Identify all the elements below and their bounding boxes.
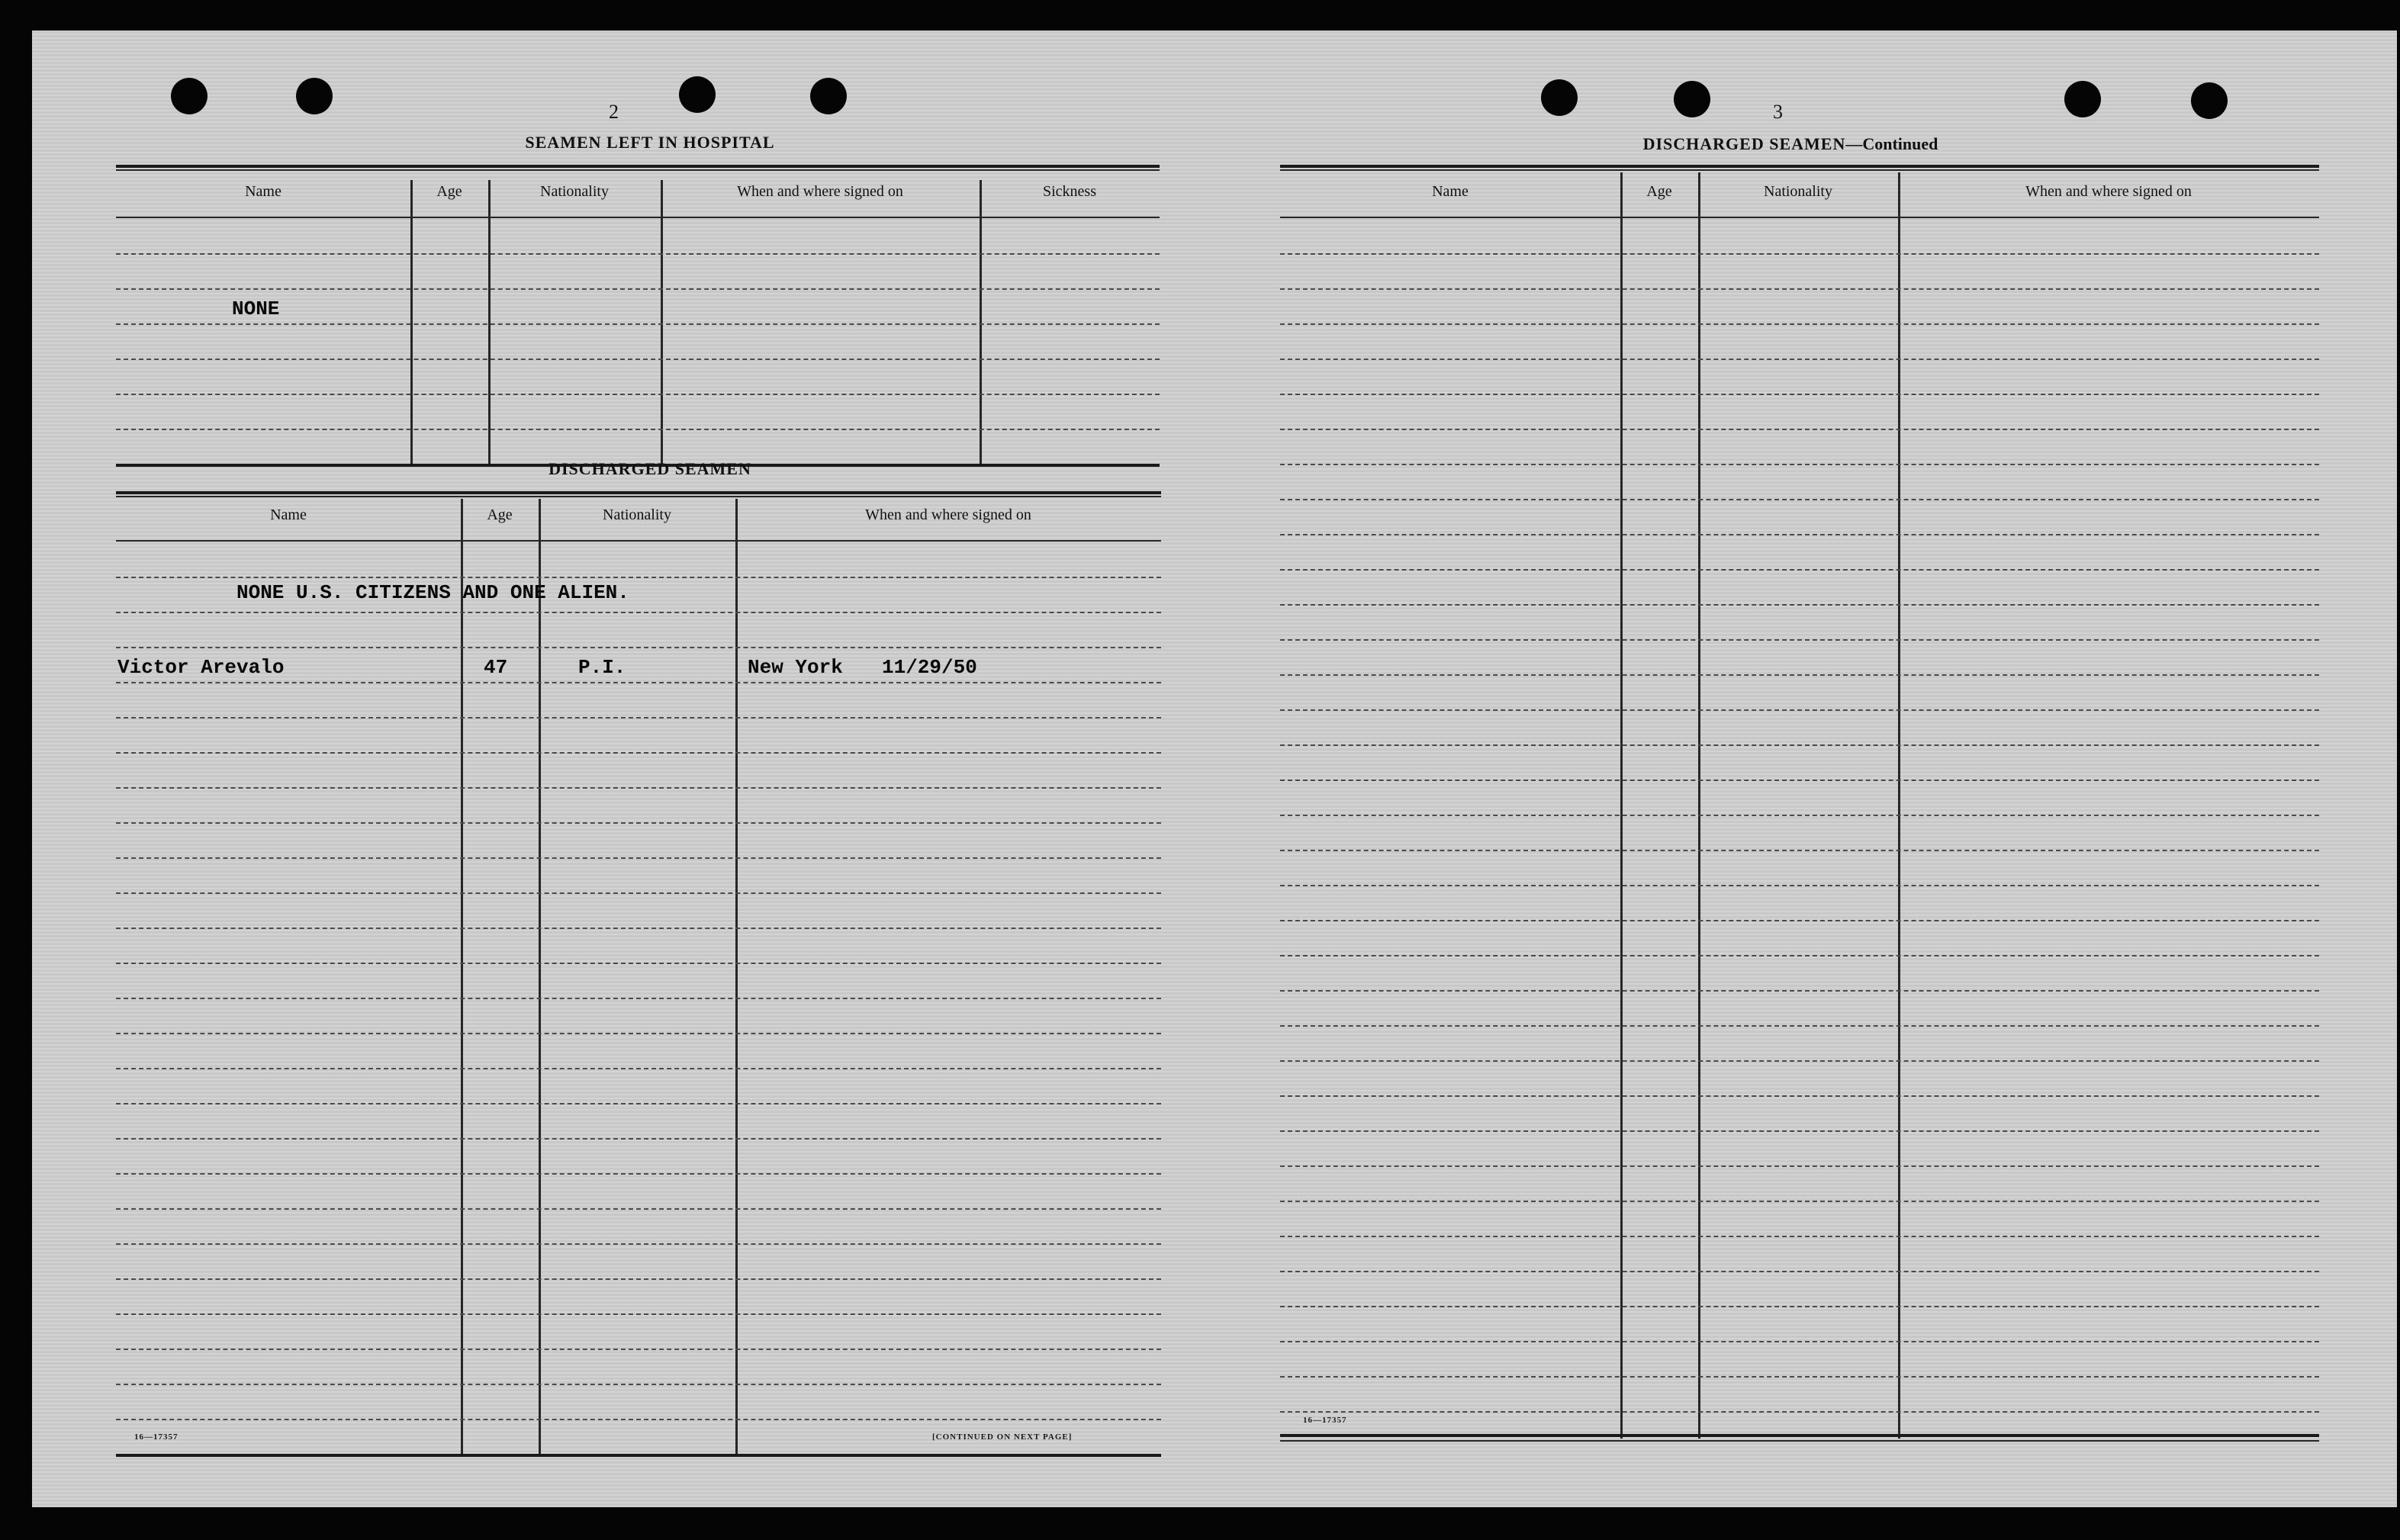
row-rule	[1280, 253, 2319, 255]
row-rule	[116, 358, 1160, 360]
discharged-top-rule	[116, 491, 1161, 494]
hospital-entry-none: NONE	[232, 297, 280, 320]
right-bottom-rule-2	[1280, 1440, 2319, 1442]
row-rule	[1280, 323, 2319, 325]
discharged-bottom-rule	[116, 1454, 1161, 1457]
row-rule	[116, 857, 1161, 859]
document-sheet	[32, 31, 2397, 1507]
discharged-col-divider	[461, 499, 463, 1455]
discharged-col-name: Name	[270, 506, 307, 523]
row-rule	[116, 682, 1161, 683]
row-rule	[1280, 780, 2319, 781]
right-top-rule	[1280, 165, 2319, 168]
right-header-rule	[1280, 217, 2319, 218]
row-rule	[1280, 1306, 2319, 1307]
hospital-top-rule-2	[116, 169, 1160, 171]
seaman-name: Victor Arevalo	[117, 656, 285, 679]
row-rule	[1280, 394, 2319, 395]
row-rule	[116, 647, 1161, 648]
hospital-col-divider	[410, 180, 413, 464]
row-rule	[116, 998, 1161, 999]
row-rule	[116, 1349, 1161, 1350]
row-rule	[1280, 639, 2319, 641]
row-rule	[1280, 1341, 2319, 1342]
row-rule	[1280, 850, 2319, 851]
row-rule	[116, 288, 1160, 290]
row-rule	[116, 612, 1161, 613]
form-number-right: 16—17357	[1303, 1416, 1347, 1425]
punch-hole	[679, 76, 716, 113]
hospital-col-divider	[661, 180, 663, 464]
hospital-col-sickness: Sickness	[1043, 183, 1096, 200]
row-rule	[1280, 990, 2319, 992]
row-rule	[1280, 534, 2319, 535]
row-rule	[1280, 709, 2319, 711]
row-rule	[1280, 288, 2319, 290]
row-rule	[1280, 1271, 2319, 1272]
discharged-section-title: DISCHARGED SEAMEN	[549, 459, 751, 478]
hospital-col-signed-on: When and where signed on	[737, 183, 903, 200]
discharged-col-nationality: Nationality	[603, 506, 671, 523]
punch-hole	[171, 78, 208, 114]
right-col-divider	[1698, 172, 1700, 1439]
row-rule	[1280, 744, 2319, 746]
discharged-col-age: Age	[487, 506, 513, 523]
row-rule	[1280, 1236, 2319, 1237]
row-rule	[116, 1419, 1161, 1420]
discharged-continued-title	[1504, 134, 2077, 154]
title-suffix: —Continued	[1845, 134, 1938, 153]
seaman-age: 47	[484, 656, 508, 679]
punch-hole	[296, 78, 333, 114]
row-rule	[1280, 920, 2319, 921]
hospital-header-rule	[116, 217, 1160, 218]
row-rule	[1280, 1060, 2319, 1062]
hospital-col-nationality: Nationality	[540, 183, 609, 200]
hospital-section-title: SEAMEN LEFT IN HOSPITAL	[525, 133, 775, 152]
row-rule	[116, 394, 1160, 395]
form-number-left: 16—17357	[134, 1432, 179, 1442]
discharged-header-rule	[116, 540, 1161, 542]
continued-note: [CONTINUED ON NEXT PAGE]	[932, 1432, 1073, 1442]
row-rule	[1280, 464, 2319, 465]
punch-hole	[810, 78, 847, 114]
row-rule	[116, 577, 1161, 578]
right-col-name: Name	[1432, 183, 1469, 200]
hospital-col-divider	[488, 180, 491, 464]
row-rule	[1280, 1025, 2319, 1027]
punch-hole	[2064, 81, 2101, 117]
right-col-age: Age	[1646, 183, 1672, 200]
row-rule	[1280, 955, 2319, 956]
seaman-nationality: P.I.	[578, 656, 626, 679]
row-rule	[116, 752, 1161, 754]
row-rule	[1280, 1165, 2319, 1167]
row-rule	[116, 1243, 1161, 1245]
row-rule	[1280, 1376, 2319, 1378]
row-rule	[1280, 1201, 2319, 1202]
row-rule	[116, 1173, 1161, 1175]
row-rule	[1280, 569, 2319, 571]
row-rule	[1280, 499, 2319, 500]
row-rule	[116, 1313, 1161, 1315]
right-col-nationality: Nationality	[1764, 183, 1832, 200]
right-col-signed-on: When and where signed on	[2025, 183, 2192, 200]
discharged-col-divider	[539, 499, 541, 1455]
row-rule	[1280, 1095, 2319, 1097]
row-rule	[116, 1068, 1161, 1069]
row-rule	[116, 928, 1161, 929]
row-rule	[116, 787, 1161, 789]
seaman-signed-on-place: New York	[748, 656, 843, 679]
row-rule	[1280, 1411, 2319, 1413]
right-top-rule-2	[1280, 169, 2319, 171]
right-col-divider	[1898, 172, 1900, 1439]
row-rule	[1280, 429, 2319, 430]
row-rule	[116, 1033, 1161, 1034]
seaman-signed-on-date: 11/29/50	[882, 656, 977, 679]
row-rule	[1280, 1130, 2319, 1132]
punch-hole	[2191, 82, 2228, 119]
row-rule	[116, 963, 1161, 964]
row-rule	[116, 1103, 1161, 1104]
hospital-col-divider	[980, 180, 982, 464]
row-rule	[116, 1208, 1161, 1210]
discharged-col-divider	[735, 499, 738, 1455]
discharged-summary-line: NONE U.S. CITIZENS AND ONE ALIEN.	[236, 581, 629, 604]
row-rule	[116, 1138, 1161, 1140]
row-rule	[1280, 674, 2319, 676]
row-rule	[1280, 885, 2319, 886]
hospital-top-rule	[116, 165, 1160, 168]
row-rule	[116, 892, 1161, 894]
page-number-right: 3	[1773, 101, 1783, 123]
row-rule	[116, 717, 1161, 719]
punch-hole	[1674, 81, 1710, 117]
punch-hole	[1541, 79, 1578, 116]
row-rule	[116, 429, 1160, 430]
row-rule	[116, 1278, 1161, 1280]
row-rule	[1280, 358, 2319, 360]
hospital-col-name: Name	[245, 183, 282, 200]
discharged-top-rule-2	[116, 496, 1161, 497]
discharged-col-signed-on: When and where signed on	[865, 506, 1031, 523]
row-rule	[1280, 604, 2319, 606]
row-rule	[116, 323, 1160, 325]
row-rule	[116, 822, 1161, 824]
row-rule	[116, 253, 1160, 255]
right-col-divider	[1620, 172, 1623, 1439]
page-number-left: 2	[609, 101, 619, 123]
row-rule	[1280, 815, 2319, 816]
title-main: DISCHARGED SEAMEN	[1642, 134, 1846, 153]
row-rule	[116, 1384, 1161, 1385]
right-bottom-rule	[1280, 1434, 2319, 1437]
hospital-col-age: Age	[436, 183, 462, 200]
